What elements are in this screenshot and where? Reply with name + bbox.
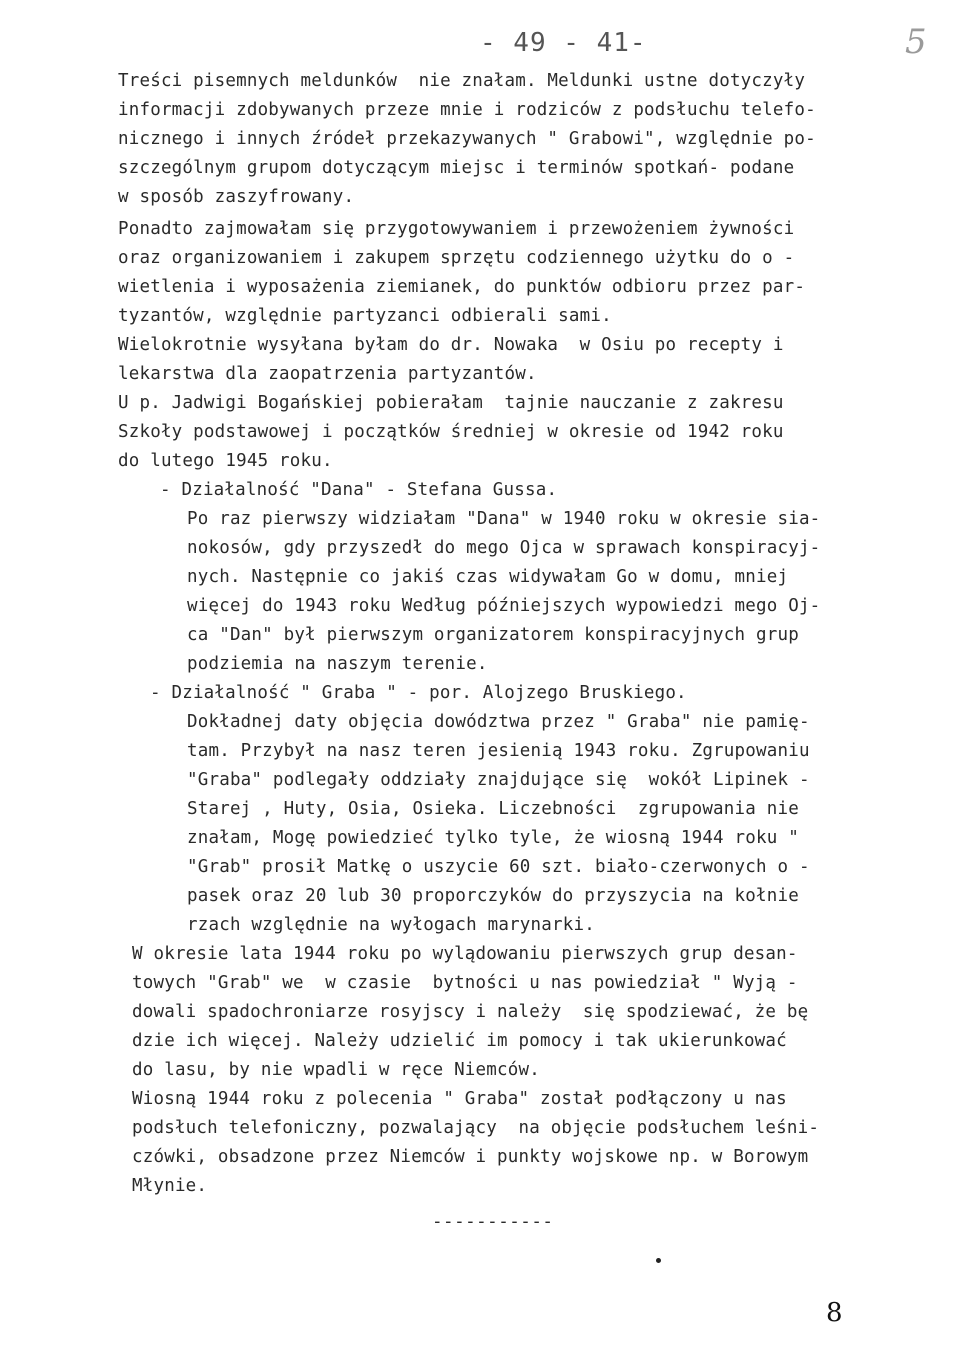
text-line: oraz organizowaniem i zakupem sprzętu codziennego użytku do o -: [118, 248, 795, 268]
text-line: znałam, Mogę powiedzieć tylko tyle, że wiosną 1944 roku ": [187, 828, 799, 848]
text-line: dzie ich więcej. Należy udzielić im pomocy i tak ukierunkować: [132, 1031, 787, 1051]
text-line: Starej , Huty, Osia, Osieka. Liczebności zgrupowania nie: [187, 799, 799, 819]
text-line: Szkoły podstawowej i początków średniej w okresie od 1942 roku: [118, 422, 784, 442]
text-line: więcej do 1943 roku Według późniejszych wypowiedzi mego Oj-: [187, 596, 821, 616]
text-line: Treści pisemnych meldunków nie znałam. Meldunki ustne dotyczyły: [118, 71, 806, 91]
text-line: lekarstwa dla zaopatrzenia partyzantów.: [118, 364, 537, 384]
text-line: Po raz pierwszy widziałam "Dana" w 1940 roku w okresie sia-: [187, 509, 821, 529]
text-line: tyzantów, względnie partyzanci odbierali sami.: [118, 306, 612, 326]
text-line: szczególnym grupom dotyczącym miejsc i terminów spotkań- podane: [118, 158, 795, 178]
text-line: w sposób zaszyfrowany.: [118, 187, 355, 207]
text-line: do lutego 1945 roku.: [118, 451, 333, 471]
text-line: Dokładnej daty objęcia dowództwa przez " Graba" nie pamię-: [187, 712, 810, 732]
corner-page-number: 5: [905, 22, 927, 62]
text-line: podziemia na naszym terenie.: [187, 654, 488, 674]
page-number: 8: [826, 1298, 843, 1328]
archive-page-mark: - 49 - 41-: [480, 28, 647, 58]
text-line: tam. Przybył na nasz teren jesienią 1943 roku. Zgrupowaniu: [187, 741, 810, 761]
text-line: informacji zdobywanych przeze mnie i rodziców z podsłuchu telefo-: [118, 100, 816, 120]
text-line: do lasu, by nie wpadli w ręce Niemców.: [132, 1060, 540, 1080]
ink-dot: [656, 1258, 661, 1263]
section-heading: - Działalność " Graba " - por. Alojzego Bruskiego.: [150, 683, 687, 703]
text-line: rzach względnie na wyłogach marynarki.: [187, 915, 595, 935]
text-line: U p. Jadwigi Bogańskiej pobierałam tajnie nauczanie z zakresu: [118, 393, 784, 413]
text-line: Wielokrotnie wysyłana byłam do dr. Nowaka w Osiu po recepty i: [118, 335, 784, 355]
text-line: wietlenia i wyposażenia ziemianek, do punktów odbioru przez par-: [118, 277, 806, 297]
text-line: pasek oraz 20 lub 30 proporczyków do przyszycia na kołnie: [187, 886, 799, 906]
text-line: nokosów, gdy przyszedł do mego Ojca w sprawach konspiracyj-: [187, 538, 821, 558]
text-line: towych "Grab" we w czasie bytności u nas powiedział " Wyją -: [132, 973, 798, 993]
text-line: Ponadto zajmowałam się przygotowywaniem i przewożeniem żywności: [118, 219, 795, 239]
text-line: podsłuch telefoniczny, pozwalający na objęcie podsłuchem leśni-: [132, 1118, 820, 1138]
text-line: W okresie lata 1944 roku po wylądowaniu pierwszych grup desan-: [132, 944, 798, 964]
text-line: nicznego i innych źródeł przekazywanych " Grabowi", względnie po-: [118, 129, 816, 149]
text-line: "Graba" podlegały oddziały znajdujące się wokół Lipinek -: [187, 770, 810, 790]
text-line: dowali spadochroniarze rosyjscy i należy się spodziewać, że bę: [132, 1002, 809, 1022]
text-line: Młynie.: [132, 1176, 208, 1196]
text-line: Wiosną 1944 roku z polecenia " Graba" został podłączony u nas: [132, 1089, 787, 1109]
text-line: ca "Dan" był pierwszym organizatorem konspiracyjnych grup: [187, 625, 799, 645]
separator-line: -----------: [432, 1212, 554, 1232]
section-heading: - Działalność "Dana" - Stefana Gussa.: [160, 480, 558, 500]
text-line: "Grab" prosił Matkę o uszycie 60 szt. biało-czerwonych o -: [187, 857, 810, 877]
text-line: nych. Następnie co jakiś czas widywałam Go w domu, mniej: [187, 567, 789, 587]
text-line: czówki, obsadzone przez Niemców i punkty wojskowe np. w Borowym: [132, 1147, 809, 1167]
